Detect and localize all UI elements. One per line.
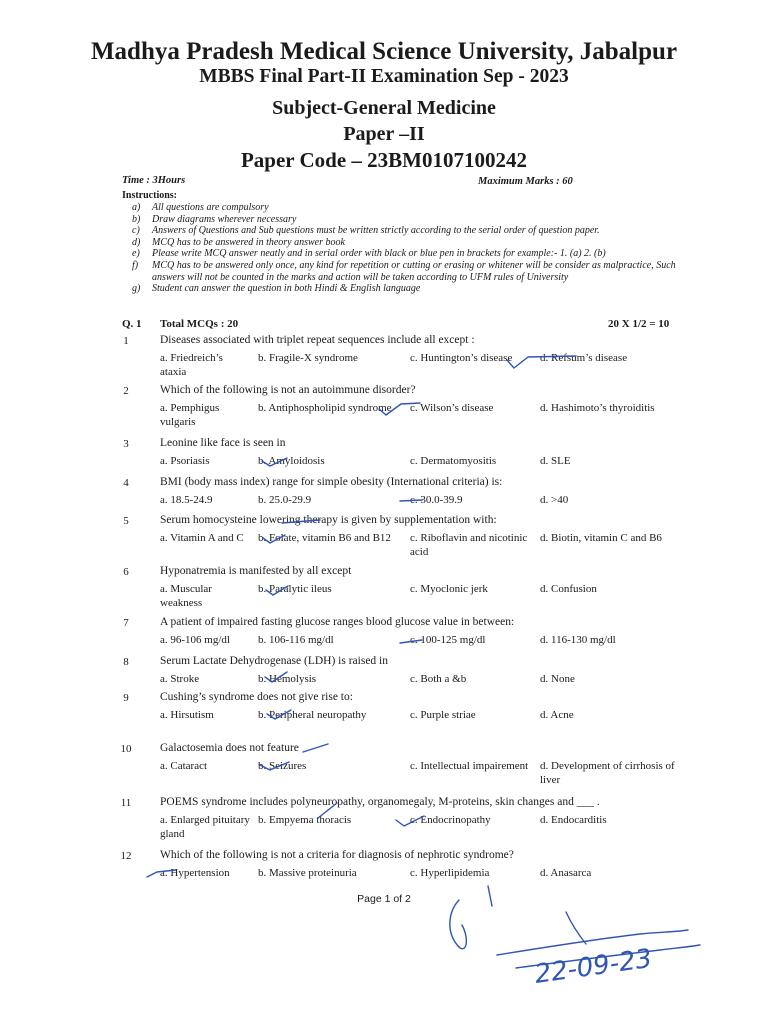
instruction-text: Answers of Questions and Sub questions must be written strictly according to the serial order of question paper.	[152, 225, 600, 237]
answer-option: a. 18.5-24.9	[160, 494, 213, 506]
question-number: 9	[123, 692, 129, 704]
answer-option: b. Peripheral neuropathy	[258, 709, 367, 721]
answer-option: a. 96-106 mg/dl	[160, 634, 230, 646]
answer-option: a. Enlarged pituitary gland	[160, 814, 250, 840]
answer-option: c. Dermatomyositis	[410, 455, 497, 467]
tick-mark	[379, 403, 420, 415]
answer-option: a. Hirsutism	[160, 709, 214, 721]
answer-option: a. Muscular weakness	[160, 583, 212, 609]
answer-option: c. Endocrinopathy	[410, 814, 491, 826]
instruction-text: MCQ has to be answered in theory answer book	[152, 236, 345, 248]
question-number: 12	[120, 850, 132, 862]
answer-option: b. Empyema thoracis	[258, 814, 352, 826]
answer-option: d. Refsum’s disease	[540, 352, 628, 364]
answer-option: b. Antiphospholipid syndrome	[258, 402, 392, 414]
answer-option: d. SLE	[540, 455, 571, 467]
section-marks: 20 X 1/2 = 10	[608, 318, 670, 330]
answer-option: d. Development of cirrhosis of liver	[540, 760, 675, 786]
signature-stroke	[566, 912, 586, 944]
answer-option: d. Acne	[540, 709, 574, 721]
question-text: Diseases associated with triplet repeat sequences include all except :	[160, 334, 475, 346]
answer-option: a. Stroke	[160, 673, 200, 685]
question-text: Serum homocysteine lowering therapy is given by supplementation with:	[160, 514, 497, 526]
answer-option: b. Fragile-X syndrome	[258, 352, 358, 364]
question-text: Which of the following is not a criteria for diagnosis of nephrotic syndrome?	[160, 849, 514, 861]
question-text: A patient of impaired fasting glucose ranges blood glucose value in between:	[160, 616, 515, 628]
tick-mark	[267, 710, 291, 719]
question-number: 1	[123, 335, 129, 347]
tick-mark	[263, 535, 285, 543]
instruction-text: Student can answer the question in both Hindi & English language	[152, 283, 421, 295]
instruction-text: MCQ has to be answered only once, any kind for repetition or cutting or erasing or whitener will be consider as malpractice, Such answers will not be counted in the marks and action will be taken according to UFM rules of University	[152, 259, 676, 283]
question-text: Serum Lactate Dehydrogenase (LDH) is raised in	[160, 655, 389, 667]
time-label: Time : 3Hours	[122, 175, 186, 186]
paper-title: Paper –II	[343, 123, 425, 145]
section-label: Q. 1	[122, 318, 142, 330]
answer-option: c. 100-125 mg/dl	[410, 634, 486, 646]
question-number: 3	[123, 438, 129, 450]
answer-option: d. Endocarditis	[540, 814, 607, 826]
question-number: 11	[120, 797, 132, 809]
question-text: POEMS syndrome includes polyneuropathy, organomegaly, M-proteins, skin changes and ___ .	[160, 796, 600, 808]
question-number: 7	[123, 617, 129, 629]
answer-option: b. 106-116 mg/dl	[258, 634, 334, 646]
page-number: Page 1 of 2	[357, 893, 411, 905]
question-number: 8	[123, 656, 129, 668]
answer-option: a. Friedreich’s ataxia	[160, 352, 223, 378]
answer-option: c. Intellectual impairement	[410, 760, 529, 772]
instruction-text: All questions are compulsory	[152, 202, 269, 213]
question-text: Which of the following is not an autoimmune disorder?	[160, 384, 416, 396]
instruction-text: Please write MCQ answer neatly and in serial order with black or blue pen in brackets for example:- 1. (a) 2. (b)	[152, 248, 606, 260]
answer-option: b. Seizures	[258, 760, 307, 772]
question-number: 2	[123, 385, 129, 397]
question-text: BMI (body mass index) range for simple obesity (International criteria) is:	[160, 476, 503, 488]
instructions-title: Instructions:	[122, 190, 178, 201]
instruction-key: c)	[132, 225, 140, 237]
answer-option: b. Amyloidosis	[258, 455, 325, 467]
instruction-key: a)	[132, 202, 141, 213]
answer-option: c. Riboflavin and nicotinic acid	[410, 532, 528, 558]
answer-option: c. Myoclonic jerk	[410, 583, 488, 595]
answer-option: b. Hemolysis	[258, 673, 317, 685]
answer-option: a. Psoriasis	[160, 455, 210, 467]
underline-mark	[282, 520, 320, 523]
paper-code: Paper Code – 23BM0107100242	[240, 148, 527, 172]
question-number: 6	[123, 566, 129, 578]
max-marks-label: Maximum Marks : 60	[478, 176, 573, 187]
answer-option: b. Paralytic ileus	[258, 583, 332, 595]
question-text: Hyponatremia is manifested by all except	[160, 565, 352, 577]
answer-option: c. Both a &b	[410, 673, 467, 685]
instruction-key: d)	[132, 236, 141, 248]
question-text: Leonine like face is seen in	[160, 437, 286, 449]
instruction-text: Draw diagrams wherever necessary	[152, 213, 297, 225]
question-number: 4	[123, 477, 129, 489]
answer-option: a. Vitamin A and C	[160, 532, 244, 544]
tick-mark	[260, 762, 289, 770]
tick-mark	[266, 586, 288, 595]
answer-option: d. None	[540, 673, 575, 685]
answer-option: d. 116-130 mg/dl	[540, 634, 616, 646]
tick-mark	[400, 640, 422, 643]
strike-line	[318, 803, 337, 818]
subject-title: Subject-General Medicine	[272, 97, 496, 119]
answer-option: c. 30.0-39.9	[410, 494, 463, 506]
answer-option: a. Hypertension	[160, 867, 230, 879]
signature-stroke	[488, 886, 492, 906]
answer-option: c. Hyperlipidemia	[410, 867, 490, 879]
answer-option: a. Cataract	[160, 760, 208, 772]
answer-option: c. Huntington’s disease	[410, 352, 513, 364]
question-number: 5	[123, 515, 129, 527]
tick-mark	[507, 356, 576, 368]
tick-mark	[400, 500, 422, 501]
answer-option: d. Hashimoto’s thyroiditis	[540, 402, 655, 414]
answer-option: d. >40	[540, 494, 569, 506]
instruction-key: e)	[132, 248, 140, 260]
answer-option: c. Wilson’s disease	[410, 402, 494, 414]
answer-option: b. Folate, vitamin B6 and B12	[258, 532, 391, 544]
section-title: Total MCQs : 20	[160, 318, 239, 330]
answer-option: b. Massive proteinuria	[258, 867, 357, 879]
instruction-key: b)	[132, 213, 141, 225]
answer-option: b. 25.0-29.9	[258, 494, 312, 506]
instruction-key: g)	[132, 283, 141, 295]
university-title: Madhya Pradesh Medical Science University, Jabalpur	[90, 38, 678, 65]
tick-mark	[147, 870, 176, 877]
tick-mark	[262, 458, 287, 466]
underline-mark	[303, 744, 328, 752]
tick-mark	[265, 672, 287, 682]
answer-option: d. Anasarca	[540, 867, 592, 879]
exam-title: MBBS Final Part-II Examination Sep - 2023	[199, 66, 569, 87]
tick-mark	[396, 816, 424, 826]
answer-option: c. Purple striae	[410, 709, 476, 721]
handwritten-date: 22-09-23	[532, 943, 654, 990]
question-text: Cushing’s syndrome does not give rise to:	[160, 691, 353, 703]
answer-option: d. Confusion	[540, 583, 597, 595]
answer-option: d. Biotin, vitamin C and B6	[540, 532, 662, 544]
instruction-key: f)	[132, 259, 139, 271]
signature-loop	[450, 900, 467, 949]
answer-option: a. Pemphigus vulgaris	[160, 402, 220, 428]
question-number: 10	[120, 743, 132, 755]
question-text: Galactosemia does not feature	[160, 742, 299, 754]
